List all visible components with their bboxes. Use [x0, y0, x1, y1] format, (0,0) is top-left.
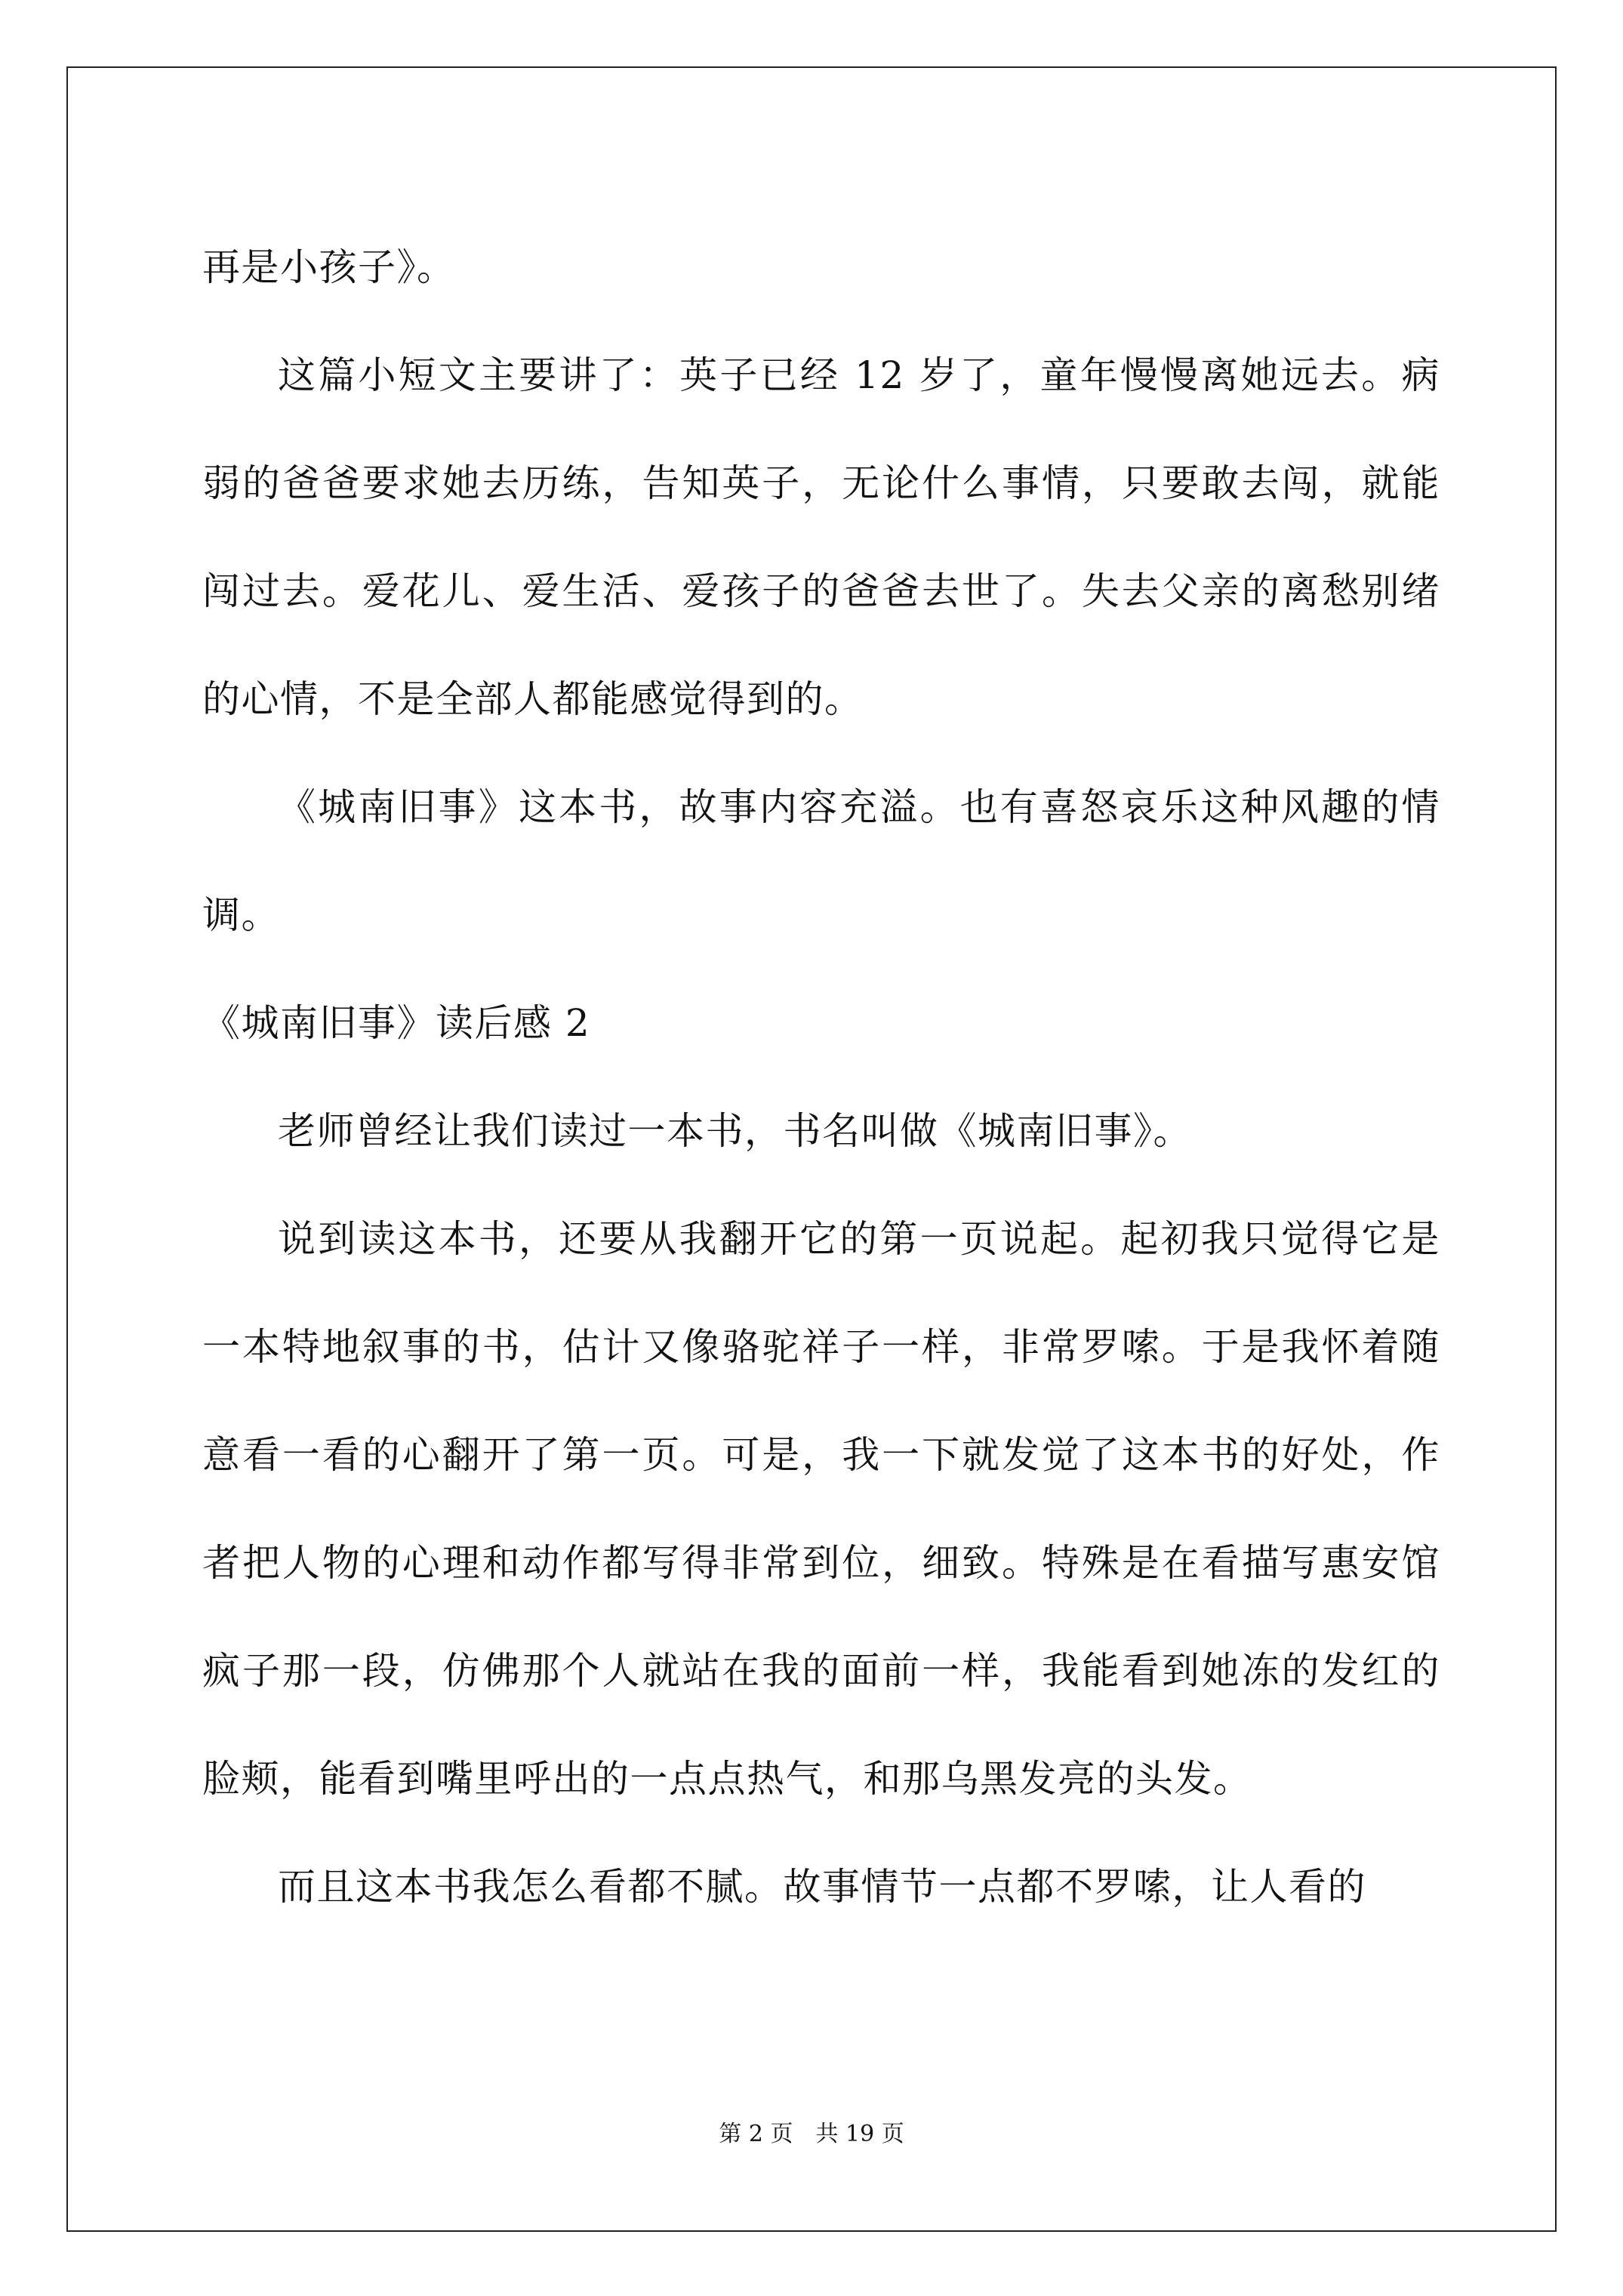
section-heading: 《城南旧事》读后感 2: [202, 1001, 591, 1045]
paragraph-teacher: 老师曾经让我们读过一本书，书名叫做《城南旧事》。: [278, 1109, 1192, 1153]
paragraph-reading-experience: 说到读这本书，还要从我翻开它的第一页说起。起初我只觉得它是一本特地叙事的书，估计又像骆驼祥子一样，非常罗嗦。于是我怀着随意看一看的心翻开了第一页。可是，我一下就发觉了这本书的好处，作者把人物的心理和动作都写得非常到位，细致。特殊是在看描写惠安馆疯子那一段，仿佛那个人就站在我的面前一样，我能看到她冻的发红的脸颊，能看到嘴里呼出的一点点热气，和那乌黑发亮的头发。: [202, 1217, 1440, 1801]
paragraph-not-tired: 而且这本书我怎么看都不腻。故事情节一点都不罗嗦，让人看的: [278, 1865, 1366, 1909]
paragraph-continuation: 再是小孩子》。: [202, 245, 456, 289]
document-body: [202, 214, 1440, 1941]
page-number: 第 2 页 共 19 页: [719, 2121, 904, 2147]
paragraph-book-content: 《城南旧事》这本书，故事内容充溢。也有喜怒哀乐这种风趣的情调。: [202, 785, 1440, 937]
paragraph-summary: 这篇小短文主要讲了：英子已经 12 岁了，童年慢慢离她远去。病弱的爸爸要求她去历练，告知英子，无论什么事情，只要敢去闯，就能闯过去。爱花儿、爱生活、爱孩子的爸爸去世了。失去父亲的离愁别绪的心情，不是全部人都能感觉得到的。: [202, 353, 1440, 721]
